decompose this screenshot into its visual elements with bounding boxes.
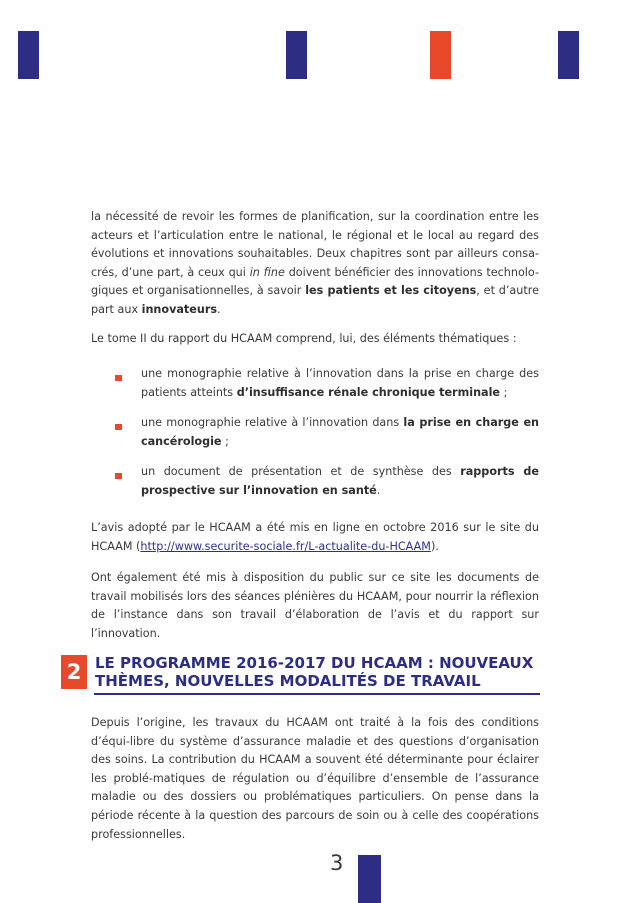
- avis-paragraph: L’avis adopté par le HCAAM a été mis en ligne en octobre 2016 sur le site du HCAAM (http://www.securite-sociale.fr/L-actualite-du-HCAAM).: [91, 521, 539, 553]
- bullet-item-3: un document de présentation et de synthèse des rapports de prospective sur l’innovation en santé.: [141, 465, 539, 497]
- section-number-badge: 2: [61, 655, 87, 689]
- intro-text-7: .: [217, 302, 221, 316]
- section-underline: [94, 693, 540, 695]
- section-title: LE PROGRAMME 2016-2017 DU HCAAM : NOUVEAUX THÈMES, NOUVELLES MODALITÉS DE TRAVAIL: [95, 654, 534, 690]
- bullet-marker-3: [115, 473, 122, 479]
- hcaam-link[interactable]: http://www.securite-sociale.fr/L-actualite-du-HCAAM: [140, 539, 431, 553]
- intro-patients: les patients et les citoyens: [305, 284, 477, 298]
- decor-bar-navy-3: [558, 31, 579, 79]
- bullet-item-2: une monographie relative à l’innovation dans la prise en charge en cancérologie ;: [141, 416, 539, 448]
- bullet-marker-1: [115, 375, 122, 381]
- docs-paragraph: Ont également été mis à disposition du public sur ce site les documents de travail mobilisés lors des séances plénières du HCAAM, pour nourrir la réflexion de l’instance dans son travail d’élaboration de l’avis et du rapport sur l’innovation.: [91, 571, 539, 640]
- intro-text-3: doivent bénéficier des innovations technolo-giques et organisationnelles, à savoir: [91, 265, 539, 298]
- intro-text-1: la nécessité de revoir les formes de planification, sur la coordination entre les acteurs et l’articulation entre le national, le régional et le local au regard des évolutions et innovations souhaitables. Deux chapitres sont par ailleurs consa-crés, d’une part, à ceux qui: [91, 210, 539, 279]
- bullet-marker-2: [115, 424, 122, 430]
- section-paragraph: Depuis l’origine, les travaux du HCAAM ont traité à la fois des conditions d’équi-libre du système d’assurance maladie et des questions d’organisation des soins. La contribution du HCAAM a souvent été déterminante pour éclairer les problé-matiques de régulation ou d’équilibre d’ensemble de l’assurance maladie ou des dossiers ou problématiques particuliers. On pense dans la période récente à la question des parcours de soin ou à celle des coopérations professionnelles.: [91, 716, 539, 841]
- tome-intro: Le tome II du rapport du HCAAM comprend, lui, des éléments thématiques :: [91, 332, 517, 345]
- intro-paragraph: [91, 208, 539, 320]
- decor-bar-navy-1: [18, 31, 39, 79]
- bullet-item-1: une monographie relative à l’innovation dans la prise en charge des patients atteints d’insuffisance rénale chronique terminale ;: [141, 367, 539, 399]
- page-number: 3: [330, 851, 344, 875]
- intro-text-5: , et d’autre part aux: [91, 284, 540, 316]
- intro-in-fine: in fine: [249, 265, 285, 279]
- intro-innovateurs: innovateurs: [141, 302, 217, 316]
- footer-bar-navy: [358, 855, 381, 903]
- decor-bar-navy-2: [286, 31, 307, 79]
- decor-bar-orange: [430, 31, 451, 79]
